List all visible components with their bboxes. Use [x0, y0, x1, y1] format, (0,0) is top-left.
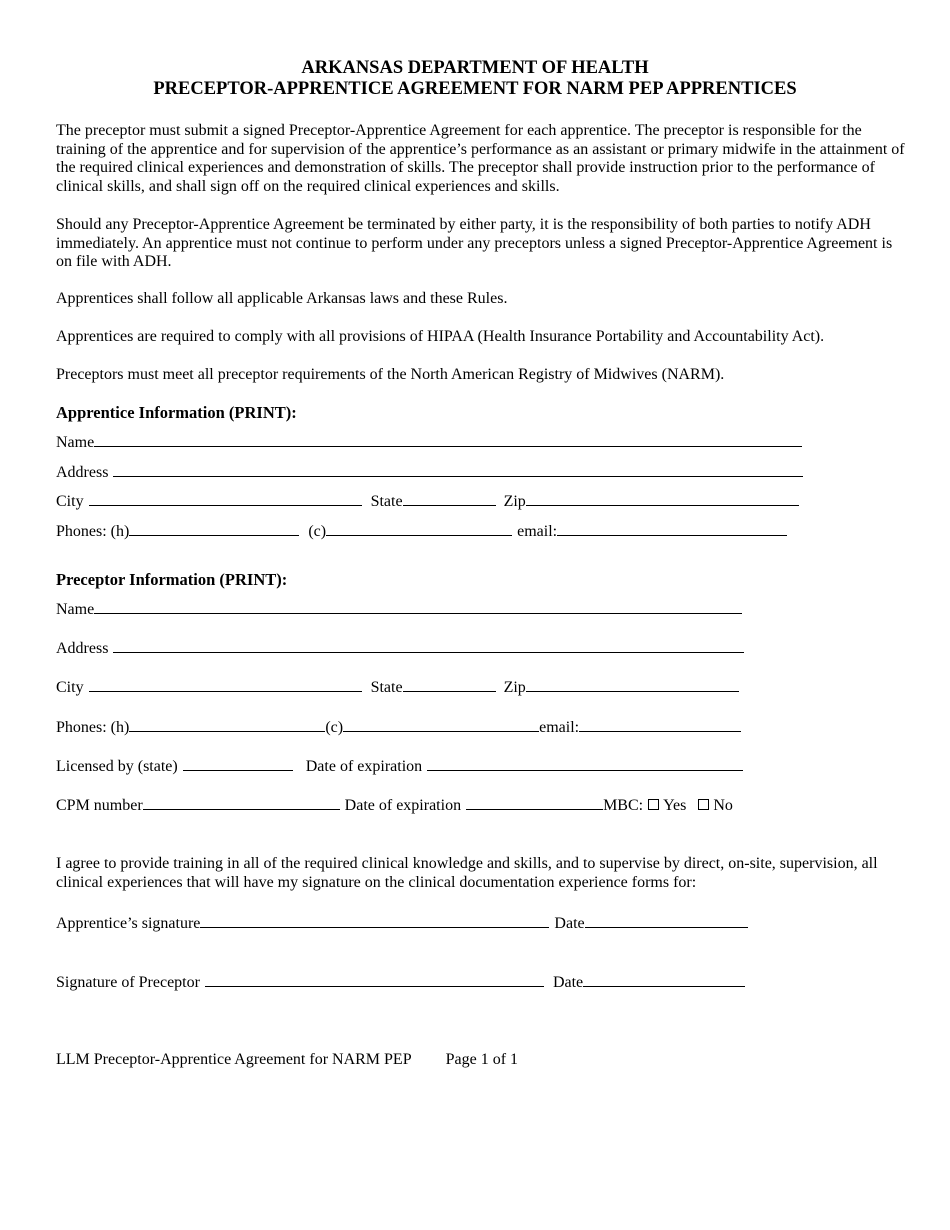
termination-paragraph: Should any Preceptor-Apprentice Agreement be terminated by either party, it is the responsibility of both parties to notify ADH immediately. An apprentice must not continue to perform under any preceptors unless a signed Preceptor-Apprentice Agreement is on file with ADH. [56, 216, 893, 271]
apprentice-signature-field[interactable] [200, 913, 549, 928]
licensed-state-field[interactable] [183, 756, 293, 771]
form-title: PRECEPTOR-APPRENTICE AGREEMENT FOR NARM PEP APPRENTICES [153, 79, 797, 99]
preceptor-state-field[interactable] [403, 677, 496, 692]
cpm-expiration-field[interactable] [466, 795, 603, 810]
preceptor-date-field[interactable] [583, 972, 745, 987]
preceptor-date-label: Date [552, 974, 584, 991]
preceptor-cpm-row [56, 795, 733, 816]
apprentice-city-label: City [56, 493, 84, 510]
apprentice-email-field[interactable] [557, 521, 787, 536]
mbc-label: MBC: [603, 797, 644, 814]
preceptor-city-field[interactable] [89, 677, 362, 692]
preceptor-city-row [56, 677, 739, 698]
preceptor-email-field[interactable] [579, 717, 741, 732]
apprentice-cell-label: (c) [308, 523, 327, 540]
footer [56, 1051, 518, 1069]
apprentice-name-row [56, 432, 802, 453]
agency-title: ARKANSAS DEPARTMENT OF HEALTH [301, 58, 649, 78]
apprentice-date-label: Date [554, 915, 585, 932]
cpm-number-label: CPM number [56, 797, 143, 814]
apprentice-signature-label: Apprentice’s signature [56, 915, 201, 932]
preceptor-zip-field[interactable] [526, 677, 739, 692]
preceptor-license-row [56, 756, 743, 777]
apprentice-cell-phone-field[interactable] [326, 521, 512, 536]
preceptor-name-label: Name [56, 601, 95, 618]
hipaa-paragraph: Apprentices are required to comply with all provisions of HIPAA (Health Insurance Portability and Accountability Act). [56, 328, 825, 345]
apprentice-state-field[interactable] [403, 491, 496, 506]
apprentice-date-field[interactable] [585, 913, 748, 928]
apprentice-state-label: State [370, 493, 403, 510]
licensed-by-label: Licensed by (state) [56, 758, 178, 775]
preceptor-cell-label: (c) [325, 719, 344, 736]
narm-paragraph: Preceptors must meet all preceptor requirements of the North American Registry of Midwives (NARM). [56, 366, 725, 383]
mbc-no-label: No [713, 797, 733, 814]
apprentice-address-label: Address [56, 464, 109, 481]
preceptor-zip-label: Zip [503, 679, 526, 696]
apprentice-home-phone-field[interactable] [129, 521, 299, 536]
preceptor-name-field[interactable] [94, 599, 742, 614]
apprentice-address-field[interactable] [113, 462, 803, 477]
preceptor-home-phone-field[interactable] [129, 717, 325, 732]
apprentice-zip-field[interactable] [526, 491, 799, 506]
apprentice-name-label: Name [56, 434, 95, 451]
preceptor-email-label: email: [539, 719, 580, 736]
preceptor-signature-field[interactable] [205, 972, 544, 987]
laws-paragraph: Apprentices shall follow all applicable Arkansas laws and these Rules. [56, 290, 508, 307]
cpm-number-field[interactable] [143, 795, 340, 810]
preceptor-name-row [56, 599, 742, 620]
preceptor-signature-row [56, 972, 745, 993]
preceptor-address-row [56, 638, 744, 659]
mbc-no-checkbox[interactable] [698, 799, 709, 810]
apprentice-city-field[interactable] [89, 491, 362, 506]
license-expiration-label: Date of expiration [305, 758, 423, 775]
apprentice-phones-label: Phones: (h) [56, 523, 130, 540]
agreement-paragraph: I agree to provide training in all of the required clinical knowledge and skills, and to supervise by direct, on-site, supervision, all clinical experiences that will have my signature on the clinical documentation experience forms for: [56, 855, 878, 891]
preceptor-phones-label: Phones: (h) [56, 719, 130, 736]
preceptor-signature-label: Signature of Preceptor [56, 974, 200, 991]
apprentice-email-label: email: [517, 523, 558, 540]
license-expiration-field[interactable] [427, 756, 743, 771]
apprentice-city-row [56, 491, 799, 512]
footer-page-number: Page 1 of 1 [445, 1051, 519, 1068]
preceptor-city-label: City [56, 679, 84, 696]
mbc-yes-checkbox[interactable] [648, 799, 659, 810]
apprentice-zip-label: Zip [503, 493, 526, 510]
preceptor-address-field[interactable] [113, 638, 744, 653]
footer-doc-name: LLM Preceptor-Apprentice Agreement for NARM PEP [56, 1051, 412, 1068]
preceptor-cell-phone-field[interactable] [343, 717, 539, 732]
apprentice-phones-row [56, 521, 787, 542]
cpm-expiration-label: Date of expiration [344, 797, 462, 814]
apprentice-heading: Apprentice Information (PRINT): [56, 403, 297, 422]
apprentice-signature-row [56, 913, 748, 934]
preceptor-phones-row [56, 717, 741, 738]
preceptor-heading: Preceptor Information (PRINT): [56, 570, 288, 589]
mbc-yes-label: Yes [663, 797, 687, 814]
preceptor-address-label: Address [56, 640, 109, 657]
intro-paragraph: The preceptor must submit a signed Preceptor-Apprentice Agreement for each apprentice. The preceptor is responsible for the training of the apprentice and for supervision of the apprentice’s performance as an assistant or primary midwife in the attainment of the required clinical experiences and demonstration of skills. The preceptor shall provide instruction prior to the performance of clinical skills, and shall sign off on the required clinical experiences and skills. [56, 122, 905, 196]
apprentice-name-field[interactable] [94, 432, 802, 447]
apprentice-address-row [56, 462, 803, 483]
preceptor-state-label: State [370, 679, 403, 696]
